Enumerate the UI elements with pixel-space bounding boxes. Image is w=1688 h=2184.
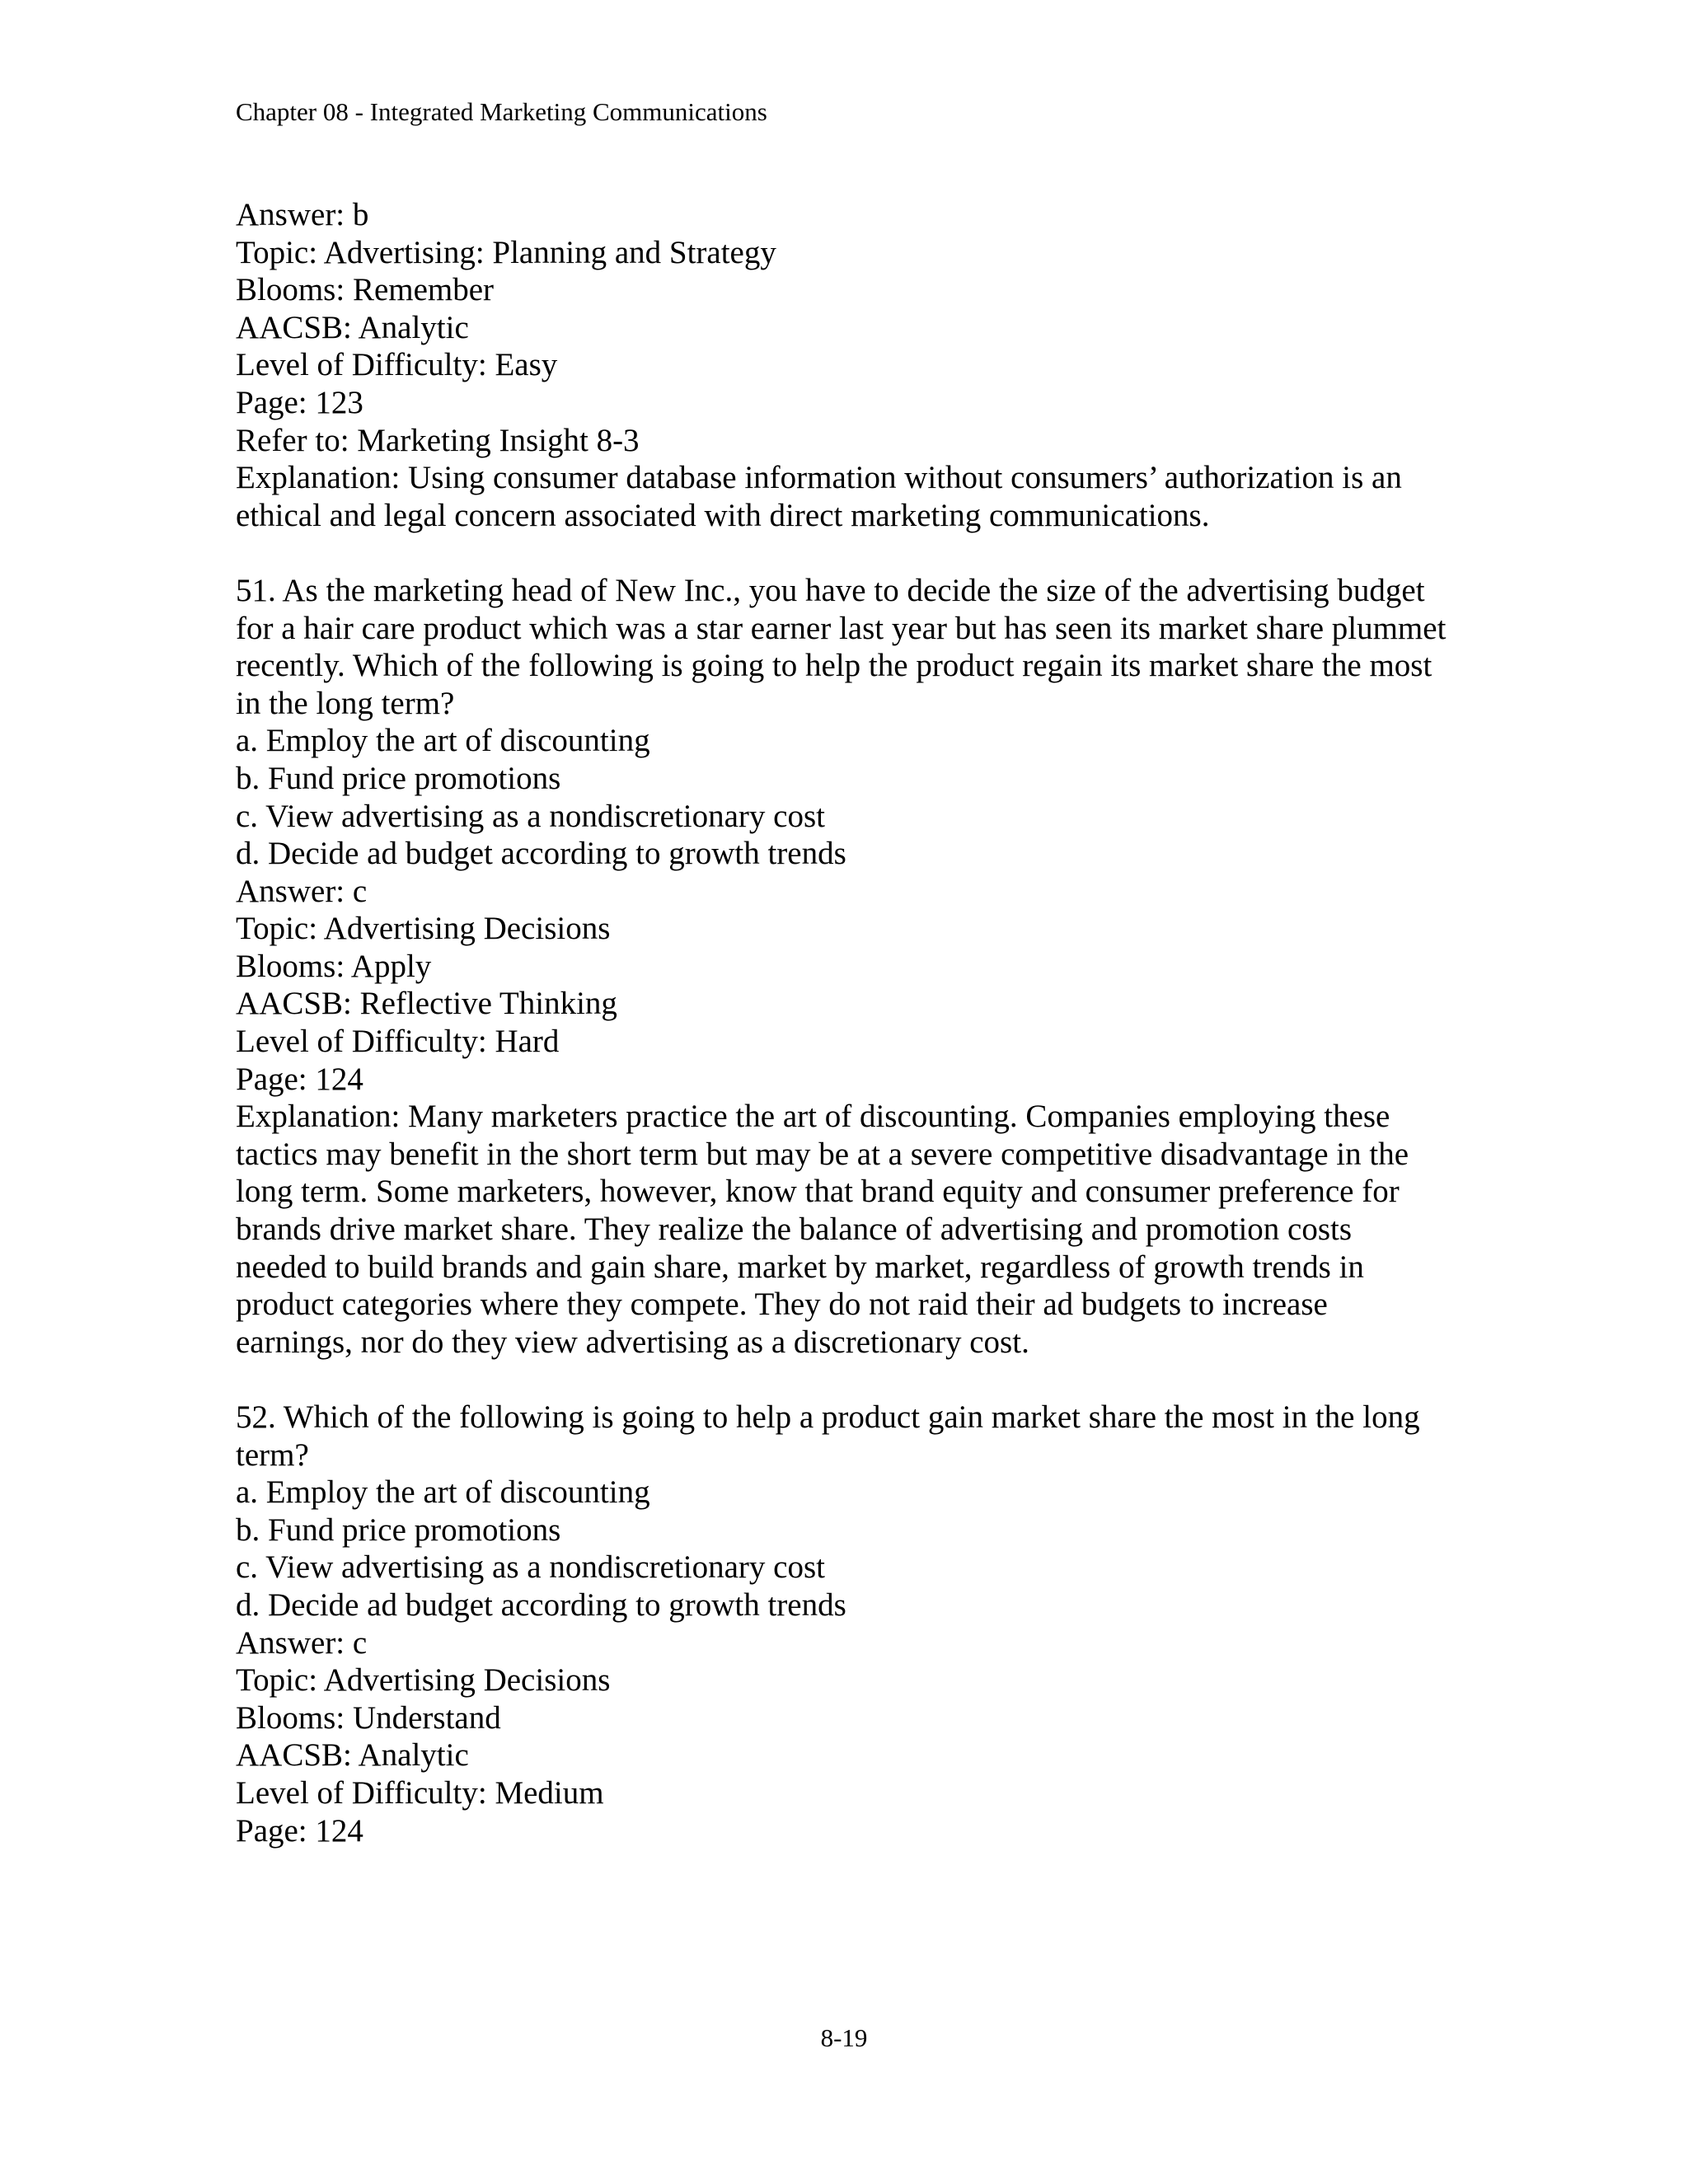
option-a: a. Employ the art of discounting xyxy=(236,1474,650,1511)
refer-to-line: Refer to: Marketing Insight 8-3 xyxy=(236,422,640,458)
blooms-line: Blooms: Remember xyxy=(236,272,495,308)
aacsb-line: AACSB: Analytic xyxy=(236,309,469,345)
running-header: Chapter 08 - Integrated Marketing Communications xyxy=(236,97,767,126)
option-b: b. Fund price promotions xyxy=(236,760,561,796)
topic-line: Topic: Advertising Decisions xyxy=(236,911,611,947)
topic-line: Topic: Advertising: Planning and Strategy xyxy=(236,234,776,270)
difficulty-line: Level of Difficulty: Easy xyxy=(236,347,558,383)
difficulty-line: Level of Difficulty: Medium xyxy=(236,1774,604,1811)
explanation-line: Explanation: Using consumer database information without consumers’ authorization is an xyxy=(236,460,1402,496)
topic-line: Topic: Advertising Decisions xyxy=(236,1662,611,1699)
explanation-line: product categories where they compete. They do not raid their ad budgets to increase xyxy=(236,1286,1328,1323)
explanation-line: tactics may benefit in the short term but may be at a severe competitive disadvantage in the xyxy=(236,1136,1409,1172)
option-a: a. Employ the art of discounting xyxy=(236,723,650,759)
question-stem-line: recently. Which of the following is going to help the product regain its market share the most xyxy=(236,648,1432,684)
aacsb-line: AACSB: Reflective Thinking xyxy=(236,986,617,1022)
previous-question-metadata xyxy=(236,196,1489,534)
blooms-line: Blooms: Understand xyxy=(236,1699,501,1736)
explanation-line: Explanation: Many marketers practice the art of discounting. Companies employing these xyxy=(236,1099,1390,1135)
option-c: c. View advertising as a nondiscretionary cost xyxy=(236,798,825,834)
answer-line: Answer: b xyxy=(236,197,369,232)
question-51 xyxy=(236,572,1489,1361)
page-number: 8-19 xyxy=(820,2023,868,2052)
question-stem-line: 51. As the marketing head of New Inc., you have to decide the size of the advertising budget xyxy=(236,572,1425,608)
answer-line: Answer: c xyxy=(236,873,368,909)
explanation-line: long term. Some marketers, however, know that brand equity and consumer preference for xyxy=(236,1174,1400,1210)
paragraph-spacer xyxy=(236,1361,1489,1399)
question-stem-line: in the long term? xyxy=(236,685,455,721)
page-reference-line: Page: 124 xyxy=(236,1061,363,1097)
question-stem-line: 52. Which of the following is going to help a product gain market share the most in the long xyxy=(236,1399,1420,1435)
question-stem-line: for a hair care product which was a star earner last year but has seen its market share plummet xyxy=(236,610,1447,646)
difficulty-line: Level of Difficulty: Hard xyxy=(236,1024,560,1060)
question-52 xyxy=(236,1399,1489,1849)
page-reference-line: Page: 123 xyxy=(236,384,363,420)
blooms-line: Blooms: Apply xyxy=(236,948,432,984)
page-reference-line: Page: 124 xyxy=(236,1812,363,1849)
aacsb-line: AACSB: Analytic xyxy=(236,1737,469,1774)
option-d: d. Decide ad budget according to growth trends xyxy=(236,1586,846,1623)
paragraph-spacer xyxy=(236,534,1489,572)
page-body xyxy=(236,196,1489,1849)
question-stem-line: term? xyxy=(236,1436,309,1473)
explanation-line: needed to build brands and gain share, market by market, regardless of growth trends in xyxy=(236,1249,1364,1285)
explanation-line: ethical and legal concern associated with direct marketing communications. xyxy=(236,497,1210,533)
option-b: b. Fund price promotions xyxy=(236,1511,561,1548)
answer-line: Answer: c xyxy=(236,1624,368,1661)
explanation-line: brands drive market share. They realize the balance of advertising and promotion costs xyxy=(236,1212,1353,1248)
option-d: d. Decide ad budget according to growth trends xyxy=(236,836,846,872)
option-c: c. View advertising as a nondiscretionary cost xyxy=(236,1549,825,1586)
explanation-line: earnings, nor do they view advertising as a discretionary cost. xyxy=(236,1324,1029,1360)
